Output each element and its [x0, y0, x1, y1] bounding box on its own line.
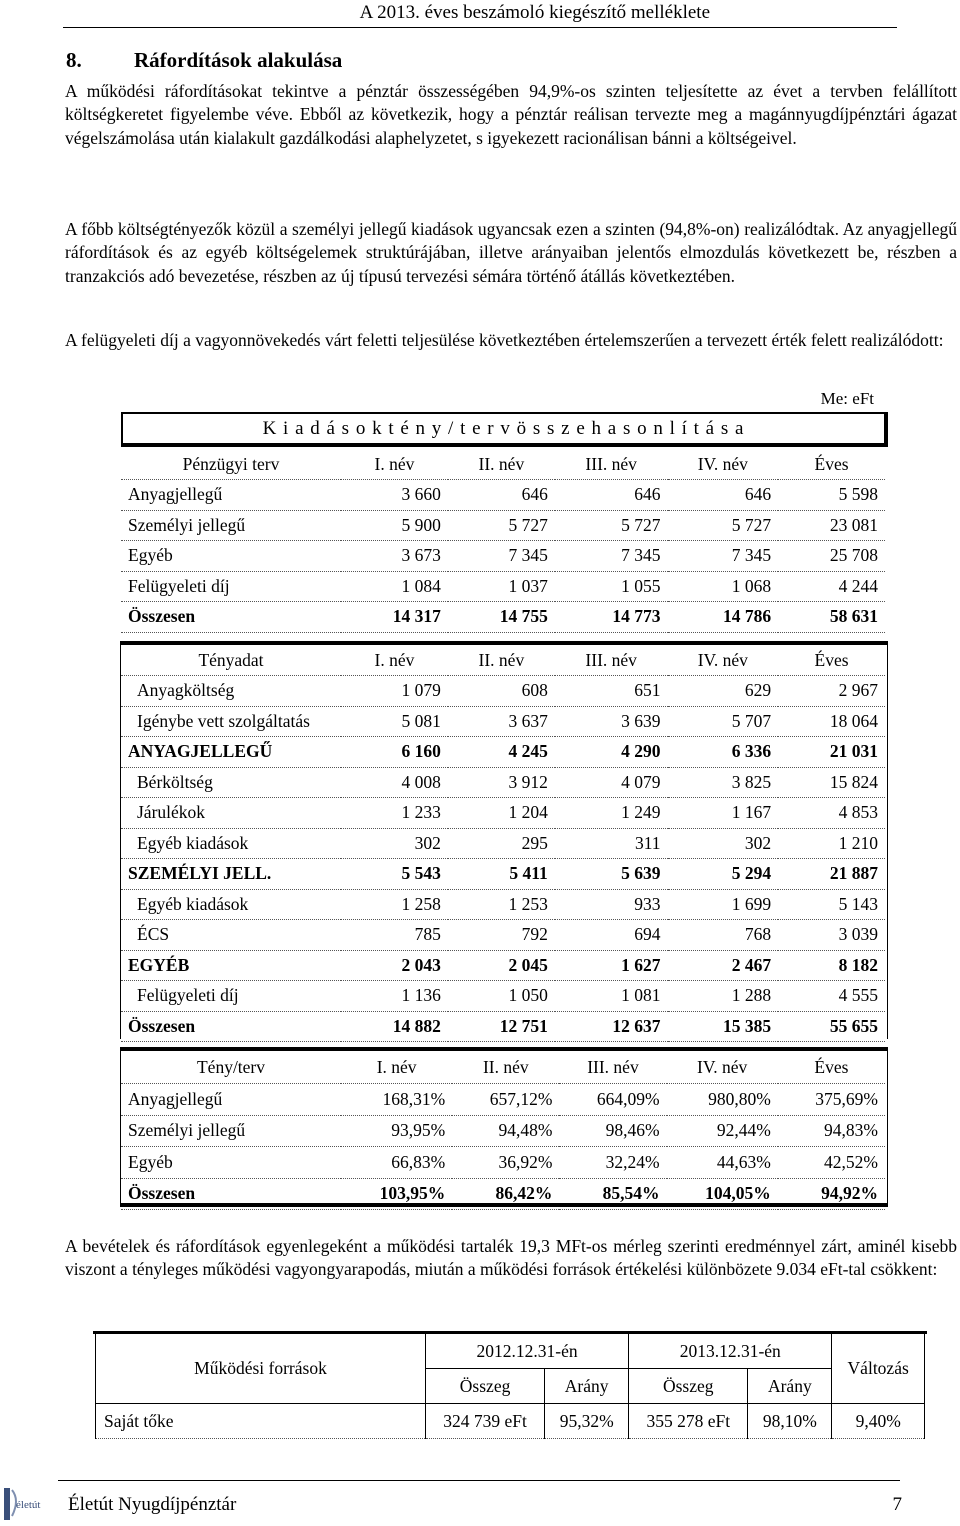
table-row	[96, 1404, 925, 1439]
cell: 5 727	[448, 510, 555, 541]
cell: 15 824	[778, 767, 885, 798]
cell: 58 631	[778, 602, 885, 633]
cell: 5 707	[668, 706, 779, 737]
cell: 7 345	[668, 541, 779, 572]
column-header: Éves	[778, 1052, 885, 1084]
actual-table-header	[121, 645, 885, 676]
table-row	[121, 706, 885, 737]
column-header: IV. név	[668, 645, 779, 676]
cell: 1 081	[555, 981, 668, 1012]
paragraph-1: A működési ráfordításokat tekintve a pénztár összességében 94,9%-os szinten teljesítette az évet a tervben felállított költségkeretet figyelembe véve. Ebből az következik, hogy a pénztár reálisan tervezte meg a magánnyugdíjpénztári ágazat végelszámolása után kialakult gazdálkodási alaphelyzetet, s igyekezett racionálisan bánni a költségeivel.	[65, 81, 957, 148]
cell: 1 084	[341, 571, 448, 602]
change-header: Változás	[832, 1334, 925, 1404]
cell: 302	[341, 828, 448, 859]
cell: 94,92%	[778, 1178, 885, 1210]
cell: 5 081	[341, 706, 448, 737]
cell: 1 249	[555, 798, 668, 829]
row-label: Személyi jellegű	[121, 1115, 341, 1147]
cell: 1 068	[668, 571, 779, 602]
column-header: Éves	[778, 645, 885, 676]
cell: 5 900	[341, 510, 448, 541]
cell: 103,95%	[341, 1178, 452, 1210]
plan-table-header	[121, 449, 885, 480]
plan-table	[121, 449, 885, 633]
paragraph-2: A főbb költségtényezők közül a személyi jellegű kiadások ugyancsak ezen a szinten (94,8%-on) realizálódtak. Az anyagjellegű ráfordítások és az egyéb költségelemek struktúrájában, illetve arányaiban jelentős elmozdulás következett be, részben a tranzakciós adó bevezetése, részben az új típusú tervezési sémára történő átállás következtében.	[65, 219, 957, 286]
cell: 1 167	[668, 798, 779, 829]
cell: 21 887	[778, 859, 885, 890]
cell: 23 081	[778, 510, 885, 541]
cell: 768	[668, 920, 779, 951]
cell: 1 050	[448, 981, 555, 1012]
cell: 608	[448, 676, 555, 707]
cell: 2 043	[341, 950, 448, 981]
row-label: Egyéb	[121, 1147, 341, 1179]
cell: 14 773	[555, 602, 668, 633]
logo-text: életút	[16, 1499, 41, 1511]
cell: 3 660	[341, 480, 448, 511]
sources-header-row-1	[96, 1334, 925, 1369]
cell: 324 739 eFt	[426, 1404, 545, 1439]
table-row	[121, 1115, 885, 1147]
cell: 14 882	[341, 1011, 448, 1042]
row-label: Felügyeleti díj	[121, 981, 341, 1012]
column-header: III. név	[555, 449, 668, 480]
cell: 1 699	[668, 889, 779, 920]
sub-header: Arány	[748, 1369, 832, 1404]
table-row-subtotal	[121, 737, 885, 768]
table-row	[121, 480, 885, 511]
cell: 3 039	[778, 920, 885, 951]
column-header: I. név	[341, 1052, 452, 1084]
cell: 4 008	[341, 767, 448, 798]
cell: 1 055	[555, 571, 668, 602]
column-header: III. név	[555, 645, 668, 676]
cell: 86,42%	[452, 1178, 559, 1210]
document-header: A 2013. éves beszámoló kiegészítő melléklete	[359, 2, 710, 23]
cell: 168,31%	[341, 1084, 452, 1116]
paragraph-3: A felügyeleti díj a vagyonnövekedés várt feletti teljesülése következtében értelemszerűen a tervezett érték felett realizálódott:	[65, 330, 944, 350]
column-header: Tény/terv	[121, 1052, 341, 1084]
cell: 12 637	[555, 1011, 668, 1042]
table-row	[121, 541, 885, 572]
cell: 4 853	[778, 798, 885, 829]
cell: 3 673	[341, 541, 448, 572]
cell: 694	[555, 920, 668, 951]
table-row	[121, 767, 885, 798]
cell: 85,54%	[559, 1178, 666, 1210]
cell: 2 045	[448, 950, 555, 981]
table-row	[121, 828, 885, 859]
table-row	[121, 981, 885, 1012]
cell: 12 751	[448, 1011, 555, 1042]
cell: 5 727	[555, 510, 668, 541]
table-row-total	[121, 1011, 885, 1042]
column-header: IV. név	[668, 449, 779, 480]
cell: 5 294	[668, 859, 779, 890]
table-row-subtotal	[121, 859, 885, 890]
column-header: Pénzügyi terv	[121, 449, 341, 480]
table-row	[121, 920, 885, 951]
date-header: 2013.12.31-én	[629, 1334, 832, 1369]
sources-table	[95, 1333, 925, 1439]
cell: 6 160	[341, 737, 448, 768]
cell: 785	[341, 920, 448, 951]
cell: 95,32%	[545, 1404, 629, 1439]
section-number: 8.	[66, 48, 82, 72]
cell: 15 385	[668, 1011, 779, 1042]
cell: 295	[448, 828, 555, 859]
cell: 25 708	[778, 541, 885, 572]
cell: 375,69%	[778, 1084, 885, 1116]
cell: 629	[668, 676, 779, 707]
cell: 14 786	[668, 602, 779, 633]
cell: 7 345	[448, 541, 555, 572]
cell: 5 727	[668, 510, 779, 541]
row-label: ANYAGJELLEGŰ	[121, 737, 341, 768]
comparison-title-box: K i a d á s o k t é n y / t e r v ö s s z e h a s o n l í t á s a	[121, 412, 888, 447]
cell: 32,24%	[559, 1147, 666, 1179]
table-row	[121, 889, 885, 920]
row-label: Összesen	[121, 1178, 341, 1210]
table-row	[121, 1147, 885, 1179]
cell: 93,95%	[341, 1115, 452, 1147]
cell: 3 825	[668, 767, 779, 798]
page-number: 7	[892, 1494, 902, 1515]
cell: 646	[668, 480, 779, 511]
cell: 104,05%	[667, 1178, 778, 1210]
cell: 4 555	[778, 981, 885, 1012]
header-rule	[63, 27, 897, 28]
cell: 55 655	[778, 1011, 885, 1042]
section-title-text: Ráfordítások alakulása	[134, 48, 343, 72]
row-label: Anyagjellegű	[121, 480, 341, 511]
cell: 98,46%	[559, 1115, 666, 1147]
table-row	[121, 798, 885, 829]
cell: 36,92%	[452, 1147, 559, 1179]
cell: 8 182	[778, 950, 885, 981]
table-row	[121, 510, 885, 541]
cell: 4 079	[555, 767, 668, 798]
footer-organization: Életút Nyugdíjpénztár	[68, 1494, 237, 1515]
cell: 42,52%	[778, 1147, 885, 1179]
cell: 651	[555, 676, 668, 707]
column-header: Tényadat	[121, 645, 341, 676]
column-header: II. név	[452, 1052, 559, 1084]
cell: 5 543	[341, 859, 448, 890]
cell: 21 031	[778, 737, 885, 768]
cell: 1 136	[341, 981, 448, 1012]
cell: 1 253	[448, 889, 555, 920]
column-header: I. név	[341, 645, 448, 676]
cell: 2 467	[668, 950, 779, 981]
actual-table	[121, 645, 885, 1042]
cell: 1 210	[778, 828, 885, 859]
unit-label: Me: eFt	[820, 389, 874, 408]
row-label: SZEMÉLYI JELL.	[121, 859, 341, 890]
row-label: Igénybe vett szolgáltatás	[121, 706, 341, 737]
cell: 4 245	[448, 737, 555, 768]
column-header: III. név	[559, 1052, 666, 1084]
table-row	[121, 571, 885, 602]
cell: 18 064	[778, 706, 885, 737]
cell: 1 233	[341, 798, 448, 829]
column-header: Éves	[778, 449, 885, 480]
table-row-total	[121, 602, 885, 633]
row-label: Egyéb kiadások	[121, 889, 341, 920]
cell: 14 755	[448, 602, 555, 633]
sub-header: Összeg	[426, 1369, 545, 1404]
row-label: EGYÉB	[121, 950, 341, 981]
row-header: Működési források	[96, 1334, 426, 1404]
ratio-table-header	[121, 1052, 885, 1084]
cell: 1 079	[341, 676, 448, 707]
row-label: Összesen	[121, 602, 341, 633]
cell: 1 288	[668, 981, 779, 1012]
row-label: Járulékok	[121, 798, 341, 829]
section-title	[66, 48, 342, 73]
cell: 355 278 eFt	[629, 1404, 748, 1439]
row-label: Összesen	[121, 1011, 341, 1042]
cell: 311	[555, 828, 668, 859]
cell: 98,10%	[748, 1404, 832, 1439]
table-row-subtotal	[121, 950, 885, 981]
cell: 44,63%	[667, 1147, 778, 1179]
row-label: Egyéb	[121, 541, 341, 572]
cell: 3 912	[448, 767, 555, 798]
cell: 2 967	[778, 676, 885, 707]
row-label: Bérköltség	[121, 767, 341, 798]
cell: 14 317	[341, 602, 448, 633]
cell: 4 244	[778, 571, 885, 602]
cell: 5 639	[555, 859, 668, 890]
column-header: II. név	[448, 449, 555, 480]
table-row-total	[121, 1178, 885, 1210]
cell: 5 143	[778, 889, 885, 920]
cell: 94,83%	[778, 1115, 885, 1147]
cell: 5 598	[778, 480, 885, 511]
row-label: Anyagköltség	[121, 676, 341, 707]
cell: 792	[448, 920, 555, 951]
row-label: Anyagjellegű	[121, 1084, 341, 1116]
date-header: 2012.12.31-én	[426, 1334, 629, 1369]
cell: 302	[668, 828, 779, 859]
cell: 4 290	[555, 737, 668, 768]
row-label: Felügyeleti díj	[121, 571, 341, 602]
row-label: Egyéb kiadások	[121, 828, 341, 859]
cell: 66,83%	[341, 1147, 452, 1179]
cell: 980,80%	[667, 1084, 778, 1116]
cell: 1 037	[448, 571, 555, 602]
cell: 3 639	[555, 706, 668, 737]
cell: 9,40%	[832, 1404, 925, 1439]
row-label: ÉCS	[121, 920, 341, 951]
row-label: Saját tőke	[96, 1404, 426, 1439]
cell: 6 336	[668, 737, 779, 768]
ratio-table	[121, 1052, 885, 1210]
cell: 7 345	[555, 541, 668, 572]
cell: 1 258	[341, 889, 448, 920]
sub-header: Összeg	[629, 1369, 748, 1404]
paragraph-4: A bevételek és ráfordítások egyenlegeként a működési tartalék 19,3 MFt-os mérleg szerinti eredménnyel zárt, aminél kisebb viszont a tényleges működési vagyongyarapodás, miután a működési források értékelési különbözete 9.034 eFt-tal csökkent:	[65, 1236, 957, 1280]
column-header: I. név	[341, 449, 448, 480]
cell: 664,09%	[559, 1084, 666, 1116]
sub-header: Arány	[545, 1369, 629, 1404]
row-label: Személyi jellegű	[121, 510, 341, 541]
cell: 1 204	[448, 798, 555, 829]
table-row	[121, 1084, 885, 1116]
cell: 646	[448, 480, 555, 511]
cell: 94,48%	[452, 1115, 559, 1147]
cell: 657,12%	[452, 1084, 559, 1116]
table-row	[121, 676, 885, 707]
column-header: IV. név	[667, 1052, 778, 1084]
cell: 933	[555, 889, 668, 920]
cell: 3 637	[448, 706, 555, 737]
cell: 1 627	[555, 950, 668, 981]
cell: 646	[555, 480, 668, 511]
column-header: II. név	[448, 645, 555, 676]
cell: 92,44%	[667, 1115, 778, 1147]
footer-rule	[58, 1480, 900, 1481]
cell: 5 411	[448, 859, 555, 890]
company-logo-icon	[2, 1486, 50, 1522]
